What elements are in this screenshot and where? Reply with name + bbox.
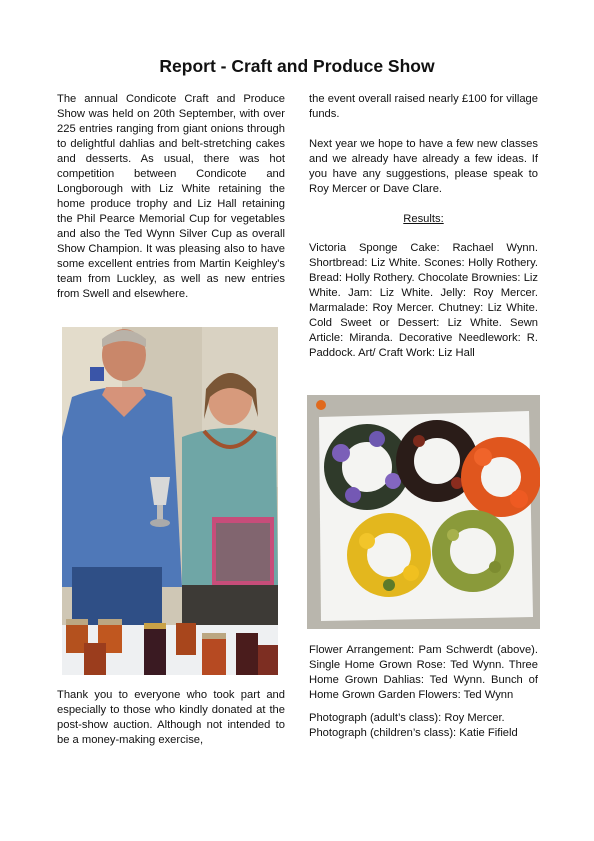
results-heading-text: Results:: [403, 213, 444, 225]
photo-flower-wreaths: [307, 395, 540, 629]
right-paragraph-next-year: Next year we hope to have a few new classes and we already have already a few ideas. If you have any suggestions, please speak to Roy Mercer or Dave Clare.: [309, 138, 538, 195]
photo-trophy-presentation: [62, 327, 278, 675]
page-title: Report - Craft and Produce Show: [159, 56, 435, 76]
results-heading: [309, 212, 538, 227]
right-paragraph-results: Victoria Sponge Cake: Rachael Wynn. Shortbread: Liz White. Scones: Holly Rothery. Bread: Holly Rothery. Chocolate Brownies: Liz White. Jam: Liz White. Jelly: Roy Mercer. Marmalade: Roy Mercer. Chutney: Liz White. Cold Sweet or Dessert: Liz White. Sewn Article: Miranda. Decorative Needlework: R. Paddock. Art/ Craft Work: Liz Hall: [309, 242, 538, 359]
result-photograph-children: Photograph (children’s class): Katie Fifield: [309, 727, 518, 739]
result-photograph-adult: Photograph (adult’s class): Roy Mercer.: [309, 712, 505, 724]
right-paragraph-funds: the event overall raised nearly £100 for village funds.: [309, 93, 538, 120]
left-paragraph-thanks: Thank you to everyone who took part and especially to those who kindly donated at the post-show auction. Although not intended to be a money-making exercise,: [57, 689, 285, 746]
left-paragraph-intro: The annual Condicote Craft and Produce Show was held on 20th September, with over 225 entries ranging from giant onions through to delightful dahlias and belt-stretching cakes and desserts. As usual, there was hot competition between Condicote and Longborough with Liz White retaining the home produce trophy and Liz Hall retaining the Phil Pearce Memorial Cup for vegetables and also the Ted Wynn Silver Cup as overall Show Champion. It was pleasing also to have some excellent entries from Martin Keighley's team from Luckley, as well as new entries from Swell and elsewhere.: [57, 93, 285, 300]
right-paragraph-flowers: Flower Arrangement: Pam Schwerdt (above). Single Home Grown Rose: Ted Wynn. Three Home Grown Dahlias: Ted Wynn. Bunch of Home Grown Garden Flowers: Ted Wynn: [309, 644, 538, 701]
